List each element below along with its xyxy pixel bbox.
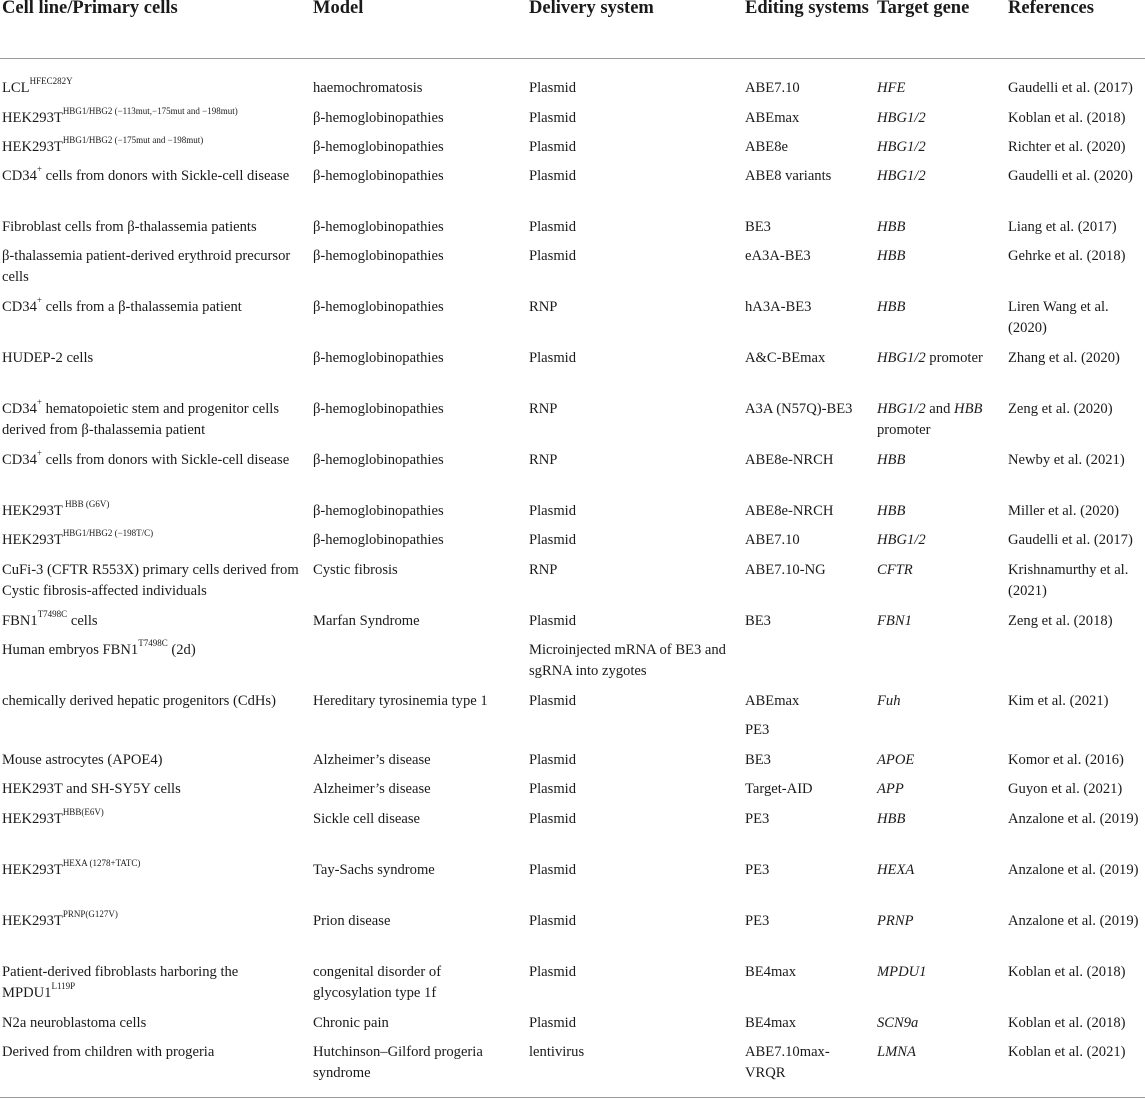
table-row: [0, 137, 1145, 166]
delivery-system-cell: RNP: [529, 562, 558, 578]
target-gene-name: HBG1/2: [877, 350, 926, 366]
cell-line-text: Mouse astrocytes (APOE4): [2, 752, 163, 768]
editing-system-cell: [745, 297, 870, 318]
cell-line-text: HEK293T: [2, 503, 63, 519]
reference-cell: Newby et al. (2021): [1008, 452, 1125, 468]
table-row: [0, 560, 1145, 611]
target-gene-cell: [877, 779, 1002, 800]
cell-line-text: CD34: [2, 401, 37, 417]
model-cell: β-hemoglobinopathies: [313, 350, 444, 366]
cell-line-superscript: HBG1/HBG2 (−175mut and −198mut): [62, 135, 204, 146]
target-gene-name: HBB: [877, 299, 906, 315]
table-row: [0, 217, 1145, 246]
editing-system-cell: [745, 911, 870, 932]
delivery-system-cell: Plasmid: [529, 613, 577, 629]
target-gene-name: HBG1/2: [877, 168, 926, 184]
table-row: [0, 450, 1145, 501]
cell-line-suffix: cells from donors with Sickle-cell disease: [41, 168, 290, 184]
target-gene-cell: [877, 501, 1002, 522]
target-gene-name: Fuh: [877, 693, 901, 709]
reference-cell: Miller et al. (2020): [1008, 503, 1120, 519]
target-gene-name: HEXA: [877, 862, 915, 878]
cell-line-cell: [2, 860, 302, 881]
table-row: [0, 750, 1145, 779]
editing-system-cell: [745, 137, 870, 158]
reference-cell: Richter et al. (2020): [1008, 139, 1126, 155]
delivery-system-cell: Plasmid: [529, 862, 577, 878]
cell-line-cell: [2, 691, 302, 712]
delivery-system-cell: Plasmid: [529, 139, 577, 155]
editing-system-text: ABE8e-NRCH: [745, 503, 834, 519]
target-gene-cell: [877, 750, 1002, 771]
table-row: [0, 962, 1145, 1013]
cell-line-superscript: +: [36, 448, 42, 459]
editing-system-text: Target-AID: [745, 781, 813, 797]
editing-system-cell: [745, 611, 870, 632]
header-target-gene: Target gene: [877, 0, 970, 18]
cell-line-superscript: +: [36, 397, 42, 408]
delivery-system-cell: lentivirus: [529, 1044, 585, 1060]
cell-line-text: HEK293T: [2, 862, 63, 878]
cell-line-text: β-thalassemia patient-derived erythroid precursor cells: [2, 248, 291, 285]
reference-cell: Anzalone et al. (2019): [1008, 862, 1139, 878]
editing-system-text: ABE7.10: [745, 532, 800, 548]
delivery-system-cell: Plasmid: [529, 503, 577, 519]
target-gene-cell: [877, 809, 1002, 830]
cell-line-text: Derived from children with progeria: [2, 1044, 215, 1060]
cell-line-text: CD34: [2, 452, 37, 468]
table-row: [0, 399, 1145, 450]
delivery-system-cell: Plasmid: [529, 350, 577, 366]
cell-line-text: HEK293T: [2, 110, 63, 126]
editing-system-cell: [745, 399, 870, 420]
editing-system-text: PE3: [745, 862, 770, 878]
target-gene-cell: [877, 297, 1002, 318]
cell-line-cell: [2, 108, 302, 129]
editing-system-text: PE3: [745, 913, 770, 929]
cell-line-text: CD34: [2, 168, 37, 184]
delivery-system-cell: RNP: [529, 401, 558, 417]
target-gene-name: LMNA: [877, 1044, 916, 1060]
cell-line-superscript: HFEC282Y: [29, 76, 73, 87]
cell-line-cell: [2, 640, 302, 661]
reference-cell: Koblan et al. (2018): [1008, 964, 1126, 980]
delivery-system-cell: Plasmid: [529, 532, 577, 548]
cell-line-text: HEK293T: [2, 139, 63, 155]
editing-system-cell: [745, 246, 870, 267]
delivery-system-cell: Plasmid: [529, 752, 577, 768]
editing-system-text: ABE8e: [745, 139, 788, 155]
cell-line-text: HUDEP-2 cells: [2, 350, 94, 366]
reference-cell: Liang et al. (2017): [1008, 219, 1117, 235]
target-gene-name: HBB: [877, 452, 906, 468]
cell-line-cell: [2, 348, 302, 369]
cell-line-suffix: cells: [67, 613, 98, 629]
cell-line-suffix: (2d): [167, 642, 196, 658]
cell-line-superscript: HBG1/HBG2 (−198T/C): [62, 528, 154, 539]
cell-line-cell: [2, 501, 302, 522]
editing-system-cell: [745, 750, 870, 771]
delivery-system-cell: Plasmid: [529, 913, 577, 929]
target-gene-cell: [877, 166, 1002, 187]
cell-line-superscript: L119P: [51, 981, 76, 992]
target-gene-cell: [877, 530, 1002, 551]
editing-system-text: eA3A-BE3: [745, 248, 811, 264]
cell-line-superscript: T7498C: [138, 638, 168, 649]
cell-line-cell: [2, 750, 302, 771]
header-references: References: [1008, 0, 1094, 18]
delivery-system-cell: Plasmid: [529, 781, 577, 797]
editing-system-cell: [745, 962, 870, 983]
reference-cell: Kim et al. (2021): [1008, 693, 1109, 709]
delivery-system-cell: Plasmid: [529, 1015, 577, 1031]
target-gene-name: HBG1/2: [877, 401, 926, 417]
cell-line-superscript: T7498C: [37, 609, 68, 620]
editing-system-extra: PE3: [745, 722, 770, 738]
table-row: [0, 779, 1145, 809]
model-cell: β-hemoglobinopathies: [313, 139, 444, 155]
reference-cell: Gehrke et al. (2018): [1008, 248, 1126, 264]
table-row: [0, 78, 1145, 107]
cell-line-cell: [2, 246, 302, 288]
table-row: [0, 1042, 1145, 1097]
reference-cell: Guyon et al. (2021): [1008, 781, 1123, 797]
target-gene-cell: [877, 911, 1002, 932]
model-cell: Prion disease: [313, 913, 391, 929]
editing-system-text: BE3: [745, 613, 771, 629]
editing-system-text: BE4max: [745, 964, 797, 980]
model-cell: β-hemoglobinopathies: [313, 168, 444, 184]
model-cell: Hereditary tyrosinemia type 1: [313, 693, 488, 709]
cell-line-text: N2a neuroblastoma cells: [2, 1015, 147, 1031]
editing-system-text: ABE7.10-NG: [745, 562, 826, 578]
cell-line-superscript: HBG1/HBG2 (−113mut,−175mut and −198mut): [62, 106, 238, 117]
editing-system-text: hA3A-BE3: [745, 299, 812, 315]
delivery-system-cell: Plasmid: [529, 248, 577, 264]
table-row: [0, 108, 1145, 137]
target-gene-cell: [877, 560, 1002, 581]
header-cell-line: Cell line/Primary cells: [2, 0, 178, 18]
cell-line-text: CD34: [2, 299, 37, 315]
cell-line-text: Fibroblast cells from β-thalassemia patients: [2, 219, 257, 235]
target-gene-cell: [877, 860, 1002, 881]
table-row: [0, 911, 1145, 962]
model-cell: β-hemoglobinopathies: [313, 299, 444, 315]
cell-line-cell: [2, 399, 302, 441]
delivery-system-cell: Plasmid: [529, 110, 577, 126]
cell-line-text: HEK293T: [2, 811, 63, 827]
target-gene-name: HBB: [877, 811, 906, 827]
cell-line-cell: [2, 217, 302, 238]
cell-line-cell: [2, 560, 302, 602]
editing-system-text: A3A (N57Q)-BE3: [745, 401, 853, 417]
cell-line-cell: [2, 297, 302, 318]
editing-system-text: BE4max: [745, 1015, 797, 1031]
cell-line-cell: [2, 962, 302, 1004]
cell-line-text: LCL: [2, 80, 30, 96]
cell-line-cell: [2, 779, 302, 800]
reference-cell: Zeng et al. (2020): [1008, 401, 1113, 417]
table-row: [0, 246, 1145, 297]
cell-line-text: Patient-derived fibroblasts harboring the MPDU1: [2, 964, 239, 1001]
delivery-system-cell: Plasmid: [529, 219, 577, 235]
editing-system-cell: [745, 108, 870, 129]
editing-system-text: ABE8e-NRCH: [745, 452, 834, 468]
model-cell: haemochromatosis: [313, 80, 423, 96]
table-row: [0, 530, 1145, 560]
table-row: [0, 297, 1145, 348]
cell-line-cell: [2, 1042, 302, 1063]
reference-cell: Anzalone et al. (2019): [1008, 913, 1139, 929]
target-gene-name: MPDU1: [877, 964, 927, 980]
target-gene-cell: [877, 137, 1002, 158]
table-row: [0, 348, 1145, 399]
target-gene-cell: [877, 1013, 1002, 1034]
editing-system-cell: [745, 691, 870, 741]
model-cell: Alzheimer’s disease: [313, 781, 431, 797]
cell-line-superscript: HBB(E6V): [62, 807, 104, 818]
target-gene-name: PRNP: [877, 913, 914, 929]
header-model: Model: [313, 0, 364, 18]
editing-system-cell: [745, 217, 870, 238]
reference-cell: Zeng et al. (2018): [1008, 613, 1113, 629]
model-cell: β-hemoglobinopathies: [313, 401, 444, 417]
editing-system-text: ABE7.10max-VRQR: [745, 1044, 830, 1081]
cell-line-cell: [2, 611, 302, 632]
cell-line-cell: [2, 78, 302, 99]
model-cell: Hutchinson–Gilford progeria syndrome: [313, 1044, 483, 1081]
delivery-system-cell: Microinjected mRNA of BE3 and sgRNA into zygotes: [529, 642, 726, 679]
cell-line-cell: [2, 1013, 302, 1034]
cell-line-cell: [2, 911, 302, 932]
editing-system-text: ABE7.10: [745, 80, 800, 96]
cell-line-superscript: HBB (G6V): [62, 499, 110, 510]
table-row: [0, 860, 1145, 911]
editing-system-cell: [745, 450, 870, 471]
editing-system-text: PE3: [745, 811, 770, 827]
cell-line-suffix: hematopoietic stem and progenitor cells derived from β-thalassemia patient: [2, 401, 280, 438]
target-gene-name: HFE: [877, 80, 906, 96]
cell-line-cell: [2, 530, 302, 551]
target-gene-name: HBG1/2: [877, 532, 926, 548]
reference-cell: Liren Wang et al. (2020): [1008, 299, 1109, 336]
cell-line-text: HEK293T and SH-SY5Y cells: [2, 781, 181, 797]
table-row: [0, 691, 1145, 750]
editing-system-cell: [745, 530, 870, 551]
target-gene-cell: [877, 217, 1002, 238]
target-gene-name: HBB: [877, 248, 906, 264]
model-cell: β-hemoglobinopathies: [313, 532, 444, 548]
delivery-system-cell: Plasmid: [529, 168, 577, 184]
editing-system-cell: [745, 860, 870, 881]
editing-system-cell: [745, 348, 870, 369]
reference-cell: Gaudelli et al. (2017): [1008, 80, 1133, 96]
reference-cell: Koblan et al. (2021): [1008, 1044, 1126, 1060]
target-gene-cell: [877, 246, 1002, 267]
target-gene-cell: [877, 108, 1002, 129]
editing-system-cell: [745, 78, 870, 99]
target-gene-name: HBG1/2: [877, 110, 926, 126]
table-header: [0, 0, 1145, 59]
reference-cell: Gaudelli et al. (2017): [1008, 532, 1133, 548]
cell-line-text: Human embryos FBN1: [2, 642, 139, 658]
delivery-system-cell: Plasmid: [529, 693, 577, 709]
reference-cell: Zhang et al. (2020): [1008, 350, 1120, 366]
editing-system-text: ABE8 variants: [745, 168, 832, 184]
target-gene-name: CFTR: [877, 562, 913, 578]
reference-cell: Komor et al. (2016): [1008, 752, 1124, 768]
header-delivery-system: Delivery system: [529, 0, 654, 18]
delivery-system-cell: RNP: [529, 299, 558, 315]
header-editing-systems: Editing systems: [745, 0, 869, 18]
cell-line-superscript: PRNP(G127V): [62, 909, 118, 920]
reference-cell: Anzalone et al. (2019): [1008, 811, 1139, 827]
reference-cell: Krishnamurthy et al. (2021): [1008, 562, 1129, 599]
editing-system-cell: [745, 1042, 870, 1084]
target-gene-cell: [877, 1042, 1002, 1063]
editing-system-cell: [745, 166, 870, 187]
cell-line-text: HEK293T: [2, 913, 63, 929]
table-row: [0, 809, 1145, 860]
target-gene-cell: [877, 78, 1002, 99]
cell-line-suffix: cells from donors with Sickle-cell disease: [41, 452, 290, 468]
cell-line-text: chemically derived hepatic progenitors (CdHs): [2, 693, 276, 709]
target-gene-cell: [877, 450, 1002, 471]
table-bottom-rule: [0, 1097, 1145, 1098]
editing-system-text: A&C-BEmax: [745, 350, 826, 366]
cell-line-cell: [2, 450, 302, 471]
model-cell: Tay-Sachs syndrome: [313, 862, 435, 878]
target-gene-cell: [877, 399, 1002, 441]
cell-line-superscript: HEXA (1278+TATC): [62, 858, 141, 869]
editing-system-text: BE3: [745, 219, 771, 235]
editing-system-text: ABEmax: [745, 110, 800, 126]
delivery-system-cell: Plasmid: [529, 811, 577, 827]
editing-system-cell: [745, 1013, 870, 1034]
target-gene-name: HBB: [877, 503, 906, 519]
delivery-system-cell: Plasmid: [529, 80, 577, 96]
delivery-system-cell: RNP: [529, 452, 558, 468]
target-gene-name: APOE: [877, 752, 915, 768]
cell-line-cell: [2, 166, 302, 187]
target-gene-suffix: promoter: [925, 350, 983, 366]
editing-system-cell: [745, 779, 870, 800]
model-cell: Cystic fibrosis: [313, 562, 398, 578]
table-row: [0, 611, 1145, 640]
model-cell: Alzheimer’s disease: [313, 752, 431, 768]
target-gene-cell: [877, 962, 1002, 983]
editing-system-text: ABEmax: [745, 693, 800, 709]
model-cell: β-hemoglobinopathies: [313, 219, 444, 235]
table-row: [0, 501, 1145, 530]
model-cell: Chronic pain: [313, 1015, 389, 1031]
target-gene-name: APP: [877, 781, 904, 797]
cell-line-suffix: cells from a β-thalassemia patient: [41, 299, 242, 315]
model-cell: β-hemoglobinopathies: [313, 452, 444, 468]
table-row: [0, 640, 1145, 691]
cell-line-text: HEK293T: [2, 532, 63, 548]
target-gene-cell: [877, 611, 1002, 632]
delivery-system-cell: Plasmid: [529, 964, 577, 980]
editing-system-cell: [745, 501, 870, 522]
table-row: [0, 1013, 1145, 1042]
cell-line-superscript: +: [36, 295, 42, 306]
editing-system-cell: [745, 560, 870, 581]
cell-line-cell: [2, 809, 302, 830]
reference-cell: Gaudelli et al. (2020): [1008, 168, 1133, 184]
model-cell: β-hemoglobinopathies: [313, 110, 444, 126]
model-cell: β-hemoglobinopathies: [313, 248, 444, 264]
editing-system-text: BE3: [745, 752, 771, 768]
cell-line-text: FBN1: [2, 613, 38, 629]
model-cell: Sickle cell disease: [313, 811, 420, 827]
cell-line-superscript: +: [36, 164, 42, 175]
target-gene-name: SCN9a: [877, 1015, 919, 1031]
model-cell: congenital disorder of glycosylation type 1f: [313, 964, 442, 1001]
target-gene-cell: [877, 348, 1002, 369]
target-gene-name: FBN1: [877, 613, 912, 629]
editing-system-cell: [745, 809, 870, 830]
cell-line-cell: [2, 137, 302, 158]
reference-cell: Koblan et al. (2018): [1008, 1015, 1126, 1031]
model-cell: β-hemoglobinopathies: [313, 503, 444, 519]
target-gene-cell: [877, 691, 1002, 712]
cell-line-text: CuFi-3 (CFTR R553X) primary cells derived from Cystic fibrosis-affected individuals: [2, 562, 299, 599]
target-gene-name: HBG1/2: [877, 139, 926, 155]
target-gene-name: HBB: [877, 219, 906, 235]
target-gene-suffix: and HBB promoter: [877, 401, 983, 438]
reference-cell: Koblan et al. (2018): [1008, 110, 1126, 126]
model-cell: Marfan Syndrome: [313, 613, 420, 629]
table-row: [0, 166, 1145, 217]
